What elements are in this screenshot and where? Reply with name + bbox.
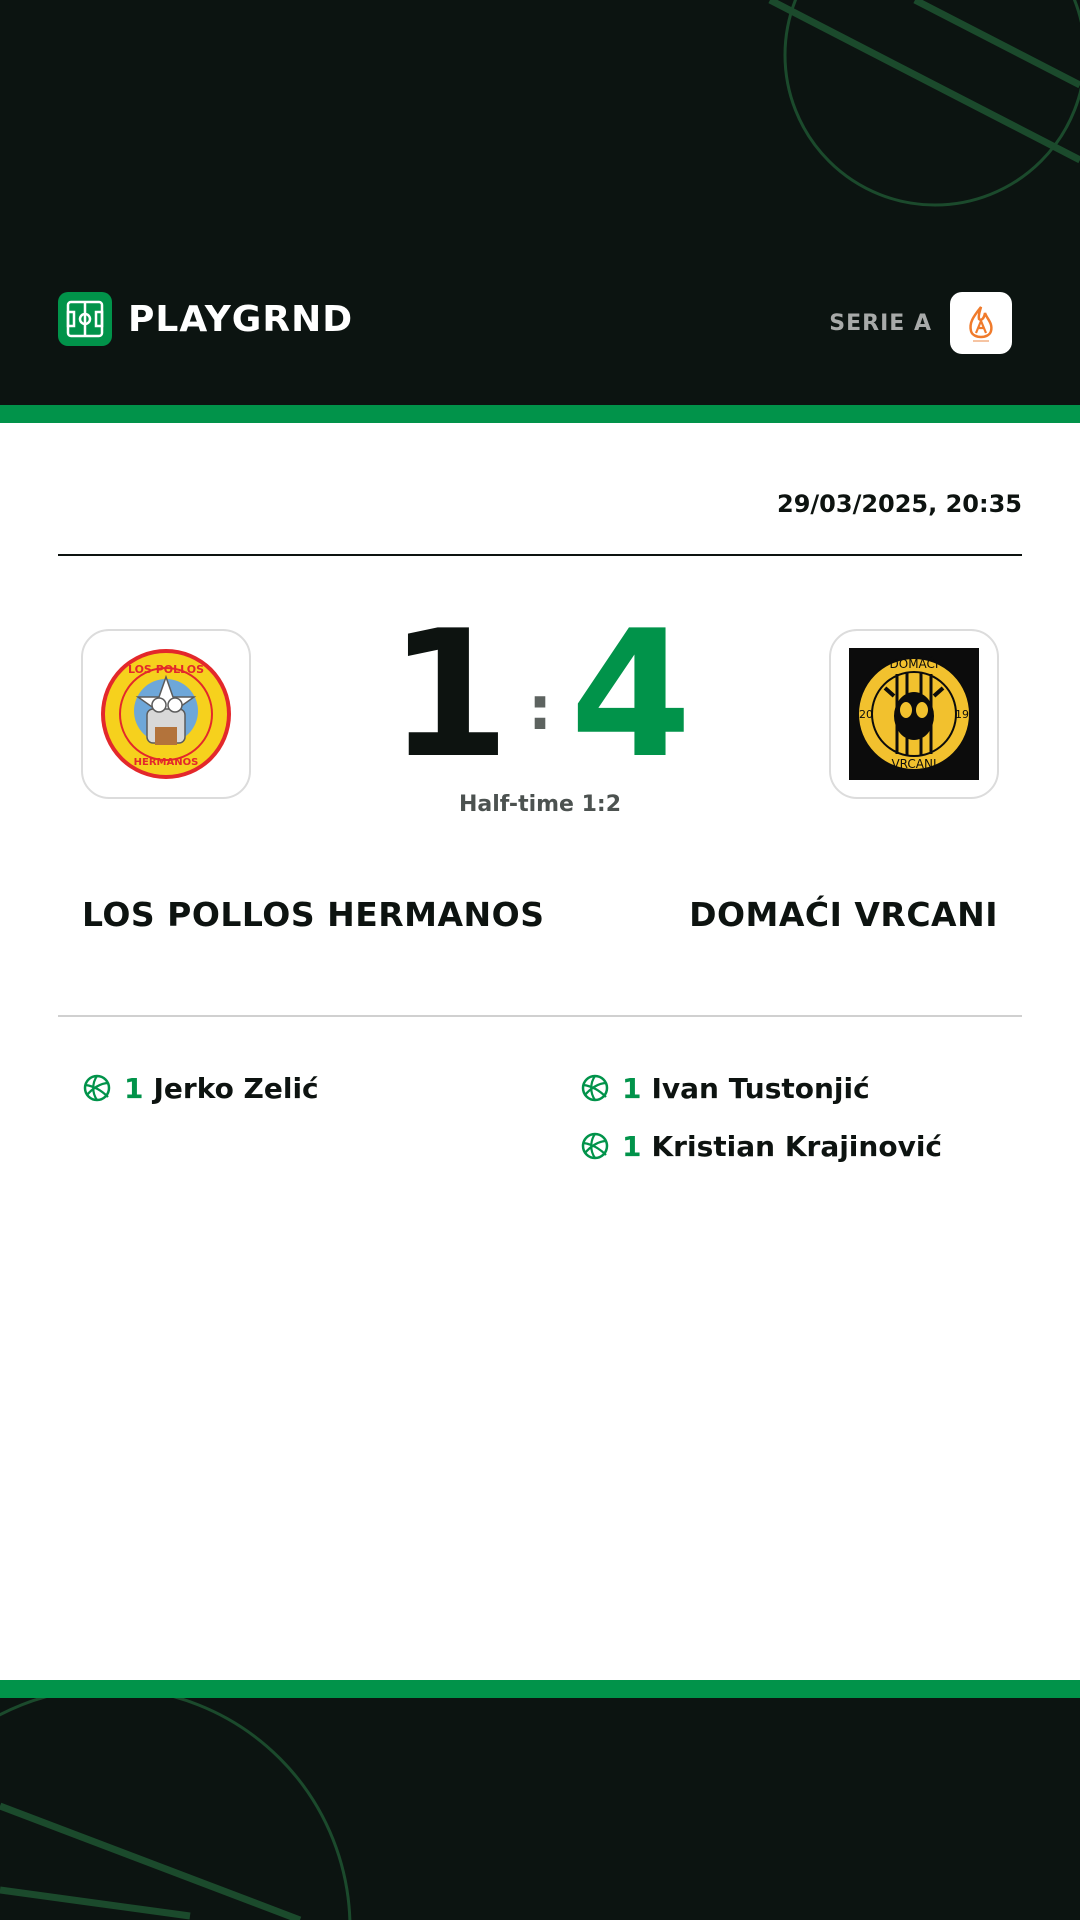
svg-text:HERMANOS: HERMANOS	[133, 757, 199, 768]
brand-name: PLAYGRND	[128, 298, 354, 340]
scorer-item	[580, 1066, 942, 1110]
home-crest	[99, 647, 233, 781]
svg-text:LOS POLLOS: LOS POLLOS	[127, 663, 205, 676]
away-team-name[interactable]: DOMAĆI VRCANI	[689, 895, 998, 934]
away-crest-bottom-text: VRCANI	[891, 757, 937, 771]
pitch-decoration	[0, 1698, 1080, 1920]
scorer-item	[580, 1124, 942, 1168]
away-crest-year-right: 19	[955, 708, 969, 721]
home-scorers-list	[82, 1066, 319, 1124]
scorer-name[interactable]: Kristian Krajinović	[651, 1129, 943, 1163]
scorer-goals: 1	[124, 1071, 144, 1105]
scorer-name[interactable]: Ivan Tustonjić	[651, 1071, 870, 1105]
soccer-ball-icon	[82, 1073, 112, 1103]
accent-stripe-top	[0, 405, 1080, 423]
away-scorers-list	[580, 1066, 942, 1182]
divider-scorers	[58, 1015, 1022, 1017]
home-team-name[interactable]: LOS POLLOS HERMANOS	[82, 895, 545, 934]
scorer-item	[82, 1066, 319, 1110]
flame-icon	[950, 292, 1012, 354]
halftime-score: Half-time 1:2	[458, 792, 622, 817]
pitch-icon	[58, 292, 112, 346]
footer-band	[0, 1698, 1080, 1920]
divider	[58, 554, 1022, 556]
score-separator: :	[528, 674, 552, 744]
away-crest	[849, 648, 979, 780]
scorer-goals: 1	[622, 1129, 642, 1163]
header-band	[0, 0, 1080, 405]
accent-stripe-bottom	[0, 1680, 1080, 1698]
brand[interactable]	[58, 292, 353, 346]
away-score: 4	[570, 593, 692, 797]
soccer-ball-icon	[580, 1073, 610, 1103]
scorer-goals: 1	[622, 1071, 642, 1105]
soccer-ball-icon	[580, 1131, 610, 1161]
match-date: 29/03/2025, 20:35	[777, 490, 1022, 518]
scorer-name[interactable]: Jerko Zelić	[153, 1071, 319, 1105]
home-score: 1	[388, 593, 510, 797]
away-crest-top-text: DOMAĆI	[889, 657, 939, 671]
league[interactable]	[829, 292, 1012, 354]
scoreboard	[388, 593, 692, 797]
home-team-logo[interactable]	[81, 629, 251, 799]
away-crest-year-left: 20	[859, 708, 873, 721]
league-name: SERIE A	[829, 310, 932, 336]
away-team-logo[interactable]	[829, 629, 999, 799]
